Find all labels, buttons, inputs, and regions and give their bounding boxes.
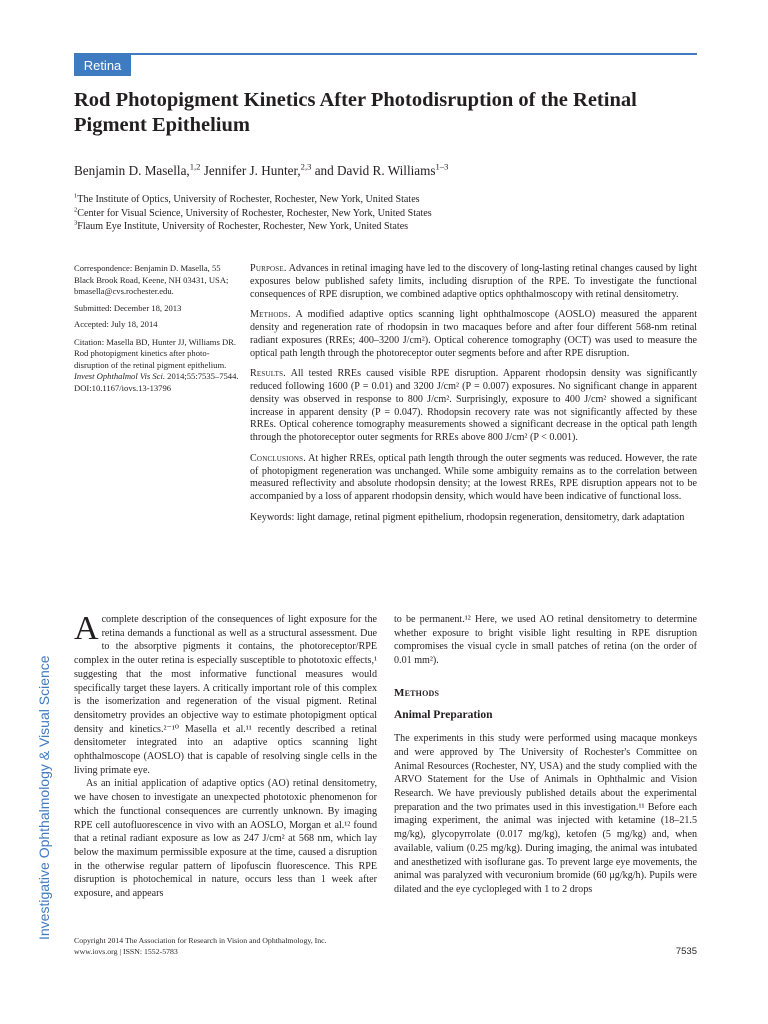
author-separator: and <box>314 163 334 178</box>
section-label: Retina <box>74 55 131 76</box>
affiliation-line <box>74 220 697 234</box>
page-number: 7535 <box>675 946 697 957</box>
citation <box>74 337 242 395</box>
keywords: Keywords: light damage, retinal pigment epithelium, rhodopsin regeneration, densitometry, dark adaptation <box>250 511 685 523</box>
paragraph-text: complete description of the consequences of light exposure for the retina demands a functional as well as a structural assessment. Due to the absorptive pigments it contains, the photoreceptor/RPE complex in the outer retina is especially susceptible to phototoxic effects,¹ suggesting that the most informative functional measures would specifically target these layers. A critically important role of this complex is the isomerization and regeneration of the visual pigment. Retinal densitometry provides an objective way to estimate photopigment optical density and kinetics.²⁻¹⁰ Masella et al.¹¹ recently described a retinal densitometer integrated into an adaptive optics scanning light ophthalmoscope (AOSLO) that is capable of resolving single cells in the living primate eye. <box>74 614 377 776</box>
author-affil-marker: 1–3 <box>435 161 449 172</box>
abstract <box>250 263 697 533</box>
journal-url[interactable]: www.iovs.org | ISSN: 1552-5783 <box>74 947 178 956</box>
methods-heading: Methods <box>394 686 440 699</box>
abstract-label: Purpose. <box>250 263 287 274</box>
abstract-methods <box>250 309 697 360</box>
header-rule <box>74 53 697 55</box>
author-name: David R. Williams <box>337 163 436 178</box>
submitted-date: Submitted: December 18, 2013 <box>74 302 182 313</box>
affiliation-marker: 3 <box>74 219 78 227</box>
affiliation-text: The Institute of Optics, University of Rochester, Rochester, New York, United States <box>77 194 420 205</box>
body-column-left <box>74 610 377 901</box>
affiliation-line <box>74 207 697 221</box>
abstract-conclusions <box>250 453 697 504</box>
journal-name: Investigative Ophthalmology & Visual Science <box>36 655 52 940</box>
affiliation-marker: 1 <box>74 192 78 200</box>
affiliation-text: Flaum Eye Institute, University of Rochester, Rochester, New York, United States <box>77 221 409 232</box>
affiliations <box>74 193 697 234</box>
citation-volume: 2014;55:7535–7544. <box>167 371 239 381</box>
citation-journal: Invest Ophthalmol Vis Sci. <box>74 371 166 381</box>
abstract-text: All tested RREs caused visible RPE disruption. Apparent rhodopsin density was significantly reduced following 1600 (P = 0.01) and 3200 J/cm² (P = 0.007) exposures. No significant change in apparent density was observed in response to 800 J/cm². Surprisingly, exposure to 400 J/cm² showed a significant increase in apparent density (P = 0.047). Rhodopsin recovery rate was not significantly affected by these RREs. Optical coherence tomography measurements showed a significant decrease in the optical path length through the photoreceptor outer segments for RREs above 800 J/cm² (P < 0.001). <box>250 368 698 443</box>
abstract-label: Results. <box>250 368 286 380</box>
body-paragraph: As an initial application of adaptive optics (AO) retinal densitometry, we have chosen to investigate an unexpected phototoxic phenomenon for which the functional consequences are currently unknown. By imaging RPE cell autofluorescence in vivo with an AOSLO, Morgan et al.¹² found that a retinal radiant exposure as low as 247 J/cm² at 568 nm, which lay below the maximum permissible exposure at the time, caused a disruption in the otherwise regular pattern of lipofuscin fluorescence. This RPE disruption is photochemical in nature, occurs less than 1 week after exposure, and appears <box>74 778 377 900</box>
body-column-right <box>394 613 697 897</box>
correspondence-email[interactable]: bmasella@cvs.rochester.edu. <box>74 286 174 296</box>
correspondence <box>74 263 242 298</box>
author-affil-marker: 2,3 <box>300 161 312 172</box>
doi-link[interactable]: DOI:10.1167/iovs.13-13796 <box>74 382 172 393</box>
correspondence-address: Correspondence: Benjamin D. Masella, 55 Black Brook Road, Keene, NH 03431, USA; <box>74 263 229 285</box>
affiliation-text: Center for Visual Science, University of Rochester, Rochester, New York, United States <box>77 207 432 219</box>
author-list <box>74 162 697 180</box>
abstract-text: A modified adaptive optics scanning light ophthalmoscope (AOSLO) measured the apparent density and regeneration rate of rhodopsin in two macaques before and after four different 568-nm retinal radiant exposures (RREs; 400–3200 J/cm²). Optical coherence tomography (OCT) was used to measure the optical path length through the photoreceptor outer segments before and after RPE disruption. <box>250 309 697 359</box>
abstract-purpose <box>250 263 697 301</box>
author-affil-marker: 1,2 <box>189 161 201 172</box>
body-paragraph: to be permanent.¹² Here, we used AO retinal densitometry to determine whether exposure to bright visible light resulting in RPE disruption compromises the visual cycle in small patches of retina (on the order of 0.01 mm²). <box>394 614 697 667</box>
citation-text: Citation: Masella BD, Hunter JJ, Williams DR. Rod photopigment kinetics after photo-disruption of the retinal pigment epithelium. <box>74 336 237 370</box>
drop-cap: A <box>74 610 99 647</box>
subsection-heading: Animal Preparation <box>394 708 493 721</box>
article-info-sidebar <box>74 263 242 399</box>
author-name: Jennifer J. Hunter, <box>203 163 301 178</box>
abstract-label: Conclusions. <box>250 452 306 464</box>
abstract-text: At higher RREs, optical path length through the outer segments was reduced. However, the rate of photopigment regeneration was unchanged. While some ambiguity remains as to the correlation between measured reflectivity and absolute rhodopsin density; at the lowest RREs, RPE disruption appears not to be accompanied by a loss of apparent rhodopsin density, which would have been indicative of functional loss. <box>250 452 698 502</box>
accepted-date: Accepted: July 18, 2014 <box>74 319 158 329</box>
page-footer <box>74 935 697 957</box>
intro-paragraph <box>74 610 377 777</box>
affiliation-marker: 2 <box>74 206 78 214</box>
abstract-label: Methods. <box>250 309 291 321</box>
author-name: Benjamin D. Masella, <box>74 163 190 178</box>
article-title: Rod Photopigment Kinetics After Photodisruption of the Retinal Pigment Epithelium <box>74 89 637 136</box>
copyright-line: Copyright 2014 The Association for Research in Vision and Ophthalmology, Inc. <box>74 936 327 945</box>
affiliation-line <box>74 193 697 207</box>
abstract-results <box>250 368 697 445</box>
body-paragraph: The experiments in this study were performed using macaque monkeys and were approved by The University of Rochester's Committee on Animal Resources (Rochester, NY, USA) and the study complied with the ARVO Statement for the Use of Animals in Ophthalmic and Vision Research. We have previously published details about the experimental preparation and the two primates used in this investigation.¹¹ Before each imaging experiment, the animal was injected with ketamine (18–21.5 mg/kg), glycopyrrolate (0.017 mg/kg), ketofen (5 mg/kg) and, when available, valium (0.25 mg/kg). During imaging, the animal was intubated and anesthetized with isoflurane gas. To prevent large eye movements, the animal was paralyzed with vecuronium bromide (60 μg/kg/h). Pupils were dilated and the eye cyclopleged with 1 to 2 drops <box>394 733 697 895</box>
abstract-text: Advances in retinal imaging have led to the discovery of long-lasting retinal changes caused by light exposures below published safety limits, including disruption of the RPE. To investigate the functional consequences of RPE disruption, we combined adaptive optics ophthalmoscopy with retinal densitometry. <box>250 263 697 300</box>
